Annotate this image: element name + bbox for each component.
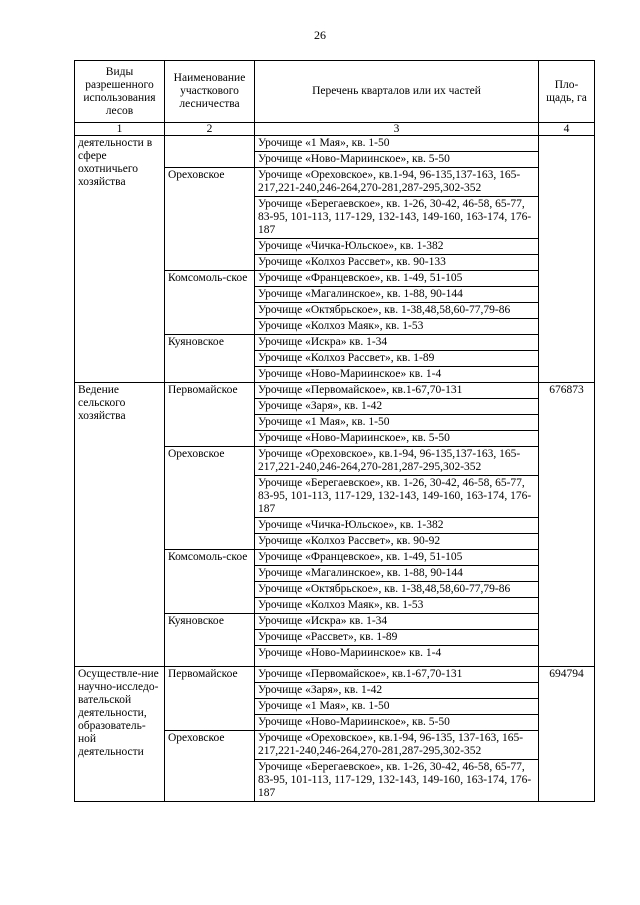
- quarters-cell: Урочище «Чичка-Юльское», кв. 1-382: [255, 518, 539, 534]
- district-cell: Комсомоль-ское: [165, 271, 255, 335]
- quarters-cell: Урочище «Первомайское», кв.1-67,70-131: [255, 667, 539, 683]
- quarters-cell: Урочище «Заря», кв. 1-42: [255, 683, 539, 699]
- quarters-cell: Урочище «Первомайское», кв.1-67,70-131: [255, 383, 539, 399]
- header-district: Наименование участкового лесничества: [165, 61, 255, 123]
- quarters-cell: Урочище «Берегаевское», кв. 1-26, 30-42, 46-58, 65-77, 83-95, 101-113, 117-129, 132-143, 149-160, 163-174, 176-187: [255, 760, 539, 802]
- quarters-cell: Урочище «Заря», кв. 1-42: [255, 399, 539, 415]
- quarters-cell: Урочище «Магалинское», кв. 1-88, 90-144: [255, 566, 539, 582]
- header-quarters: Перечень кварталов или их частей: [255, 61, 539, 123]
- quarters-cell: Урочище «Колхоз Рассвет», кв. 90-133: [255, 255, 539, 271]
- quarters-cell: Урочище «Колхоз Маяк», кв. 1-53: [255, 319, 539, 335]
- quarters-cell: Урочище «Берегаевское», кв. 1-26, 30-42, 46-58, 65-77, 83-95, 101-113, 117-129, 132-143, 149-160, 163-174, 176-187: [255, 197, 539, 239]
- quarters-cell: Урочище «Францевское», кв. 1-49, 51-105: [255, 271, 539, 287]
- table-row: [75, 383, 595, 399]
- district-cell: Ореховское: [165, 168, 255, 271]
- header-use-type: Виды разрешенного использования лесов: [75, 61, 165, 123]
- area-cell: [539, 136, 595, 383]
- column-number-row: [75, 123, 595, 136]
- quarters-cell: Урочище «Искра» кв. 1-34: [255, 614, 539, 630]
- quarters-cell: Урочище «Октябрьское», кв. 1-38,48,58,60-77,79-86: [255, 582, 539, 598]
- quarters-cell: Урочище «Ново-Мариинское» кв. 1-4: [255, 367, 539, 383]
- quarters-cell: Урочище «Рассвет», кв. 1-89: [255, 630, 539, 646]
- quarters-cell: Урочище «Колхоз Рассвет», кв. 1-89: [255, 351, 539, 367]
- col-number: 1: [75, 123, 165, 136]
- quarters-cell: Урочище «1 Мая», кв. 1-50: [255, 415, 539, 431]
- table-header-row: [75, 61, 595, 123]
- district-cell: Первомайское: [165, 383, 255, 447]
- col-number: 3: [255, 123, 539, 136]
- quarters-cell: Урочище «Ново-Мариинское», кв. 5-50: [255, 152, 539, 168]
- forest-use-table: [74, 60, 595, 802]
- use-type-cell: деятельности в сфере охотничьего хозяйства: [75, 136, 165, 383]
- use-type-cell: Осуществле-ние научно-исследо-вательской деятельности, образователь-ной деятельности: [75, 667, 165, 802]
- use-type-cell: Ведение сельского хозяйства: [75, 383, 165, 667]
- quarters-cell: Урочище «Октябрьское», кв. 1-38,48,58,60-77,79-86: [255, 303, 539, 319]
- district-cell: Первомайское: [165, 667, 255, 731]
- quarters-cell: Урочище «Ореховское», кв.1-94, 96-135,137-163, 165-217,221-240,246-264,270-281,287-295,302-352: [255, 447, 539, 476]
- col-number: 4: [539, 123, 595, 136]
- quarters-cell: Урочище «Искра» кв. 1-34: [255, 335, 539, 351]
- quarters-cell: Урочище «1 Мая», кв. 1-50: [255, 699, 539, 715]
- quarters-cell: Урочище «Чичка-Юльское», кв. 1-382: [255, 239, 539, 255]
- table-row: [75, 667, 595, 683]
- quarters-cell: Урочище «Магалинское», кв. 1-88, 90-144: [255, 287, 539, 303]
- district-cell: Ореховское: [165, 731, 255, 802]
- district-cell: [165, 136, 255, 168]
- quarters-cell: Урочище «Колхоз Рассвет», кв. 90-92: [255, 534, 539, 550]
- col-number: 2: [165, 123, 255, 136]
- quarters-cell: Урочище «Ореховское», кв.1-94, 96-135,137-163, 165-217,221-240,246-264,270-281,287-295,302-352: [255, 168, 539, 197]
- district-cell: Куяновское: [165, 614, 255, 667]
- area-cell: 694794: [539, 667, 595, 802]
- header-area: Пло-щадь, га: [539, 61, 595, 123]
- quarters-cell: Урочище «Ново-Мариинское», кв. 5-50: [255, 431, 539, 447]
- area-cell: 676873: [539, 383, 595, 667]
- quarters-cell: Урочище «Ново-Мариинское», кв. 5-50: [255, 715, 539, 731]
- table-row: [75, 136, 595, 152]
- quarters-cell: Урочище «Францевское», кв. 1-49, 51-105: [255, 550, 539, 566]
- quarters-cell: Урочище «Колхоз Маяк», кв. 1-53: [255, 598, 539, 614]
- quarters-cell: Урочище «Берегаевское», кв. 1-26, 30-42, 46-58, 65-77, 83-95, 101-113, 117-129, 132-143, 149-160, 163-174, 176-187: [255, 476, 539, 518]
- quarters-cell: Урочище «Ореховское», кв.1-94, 96-135, 137-163, 165-217,221-240,246-264,270-281,287-295,302-352: [255, 731, 539, 760]
- page-number: 26: [314, 28, 326, 42]
- quarters-cell: Урочище «1 Мая», кв. 1-50: [255, 136, 539, 152]
- district-cell: Куяновское: [165, 335, 255, 383]
- quarters-cell: Урочище «Ново-Мариинское» кв. 1-4: [255, 646, 539, 667]
- district-cell: Комсомоль-ское: [165, 550, 255, 614]
- district-cell: Ореховское: [165, 447, 255, 550]
